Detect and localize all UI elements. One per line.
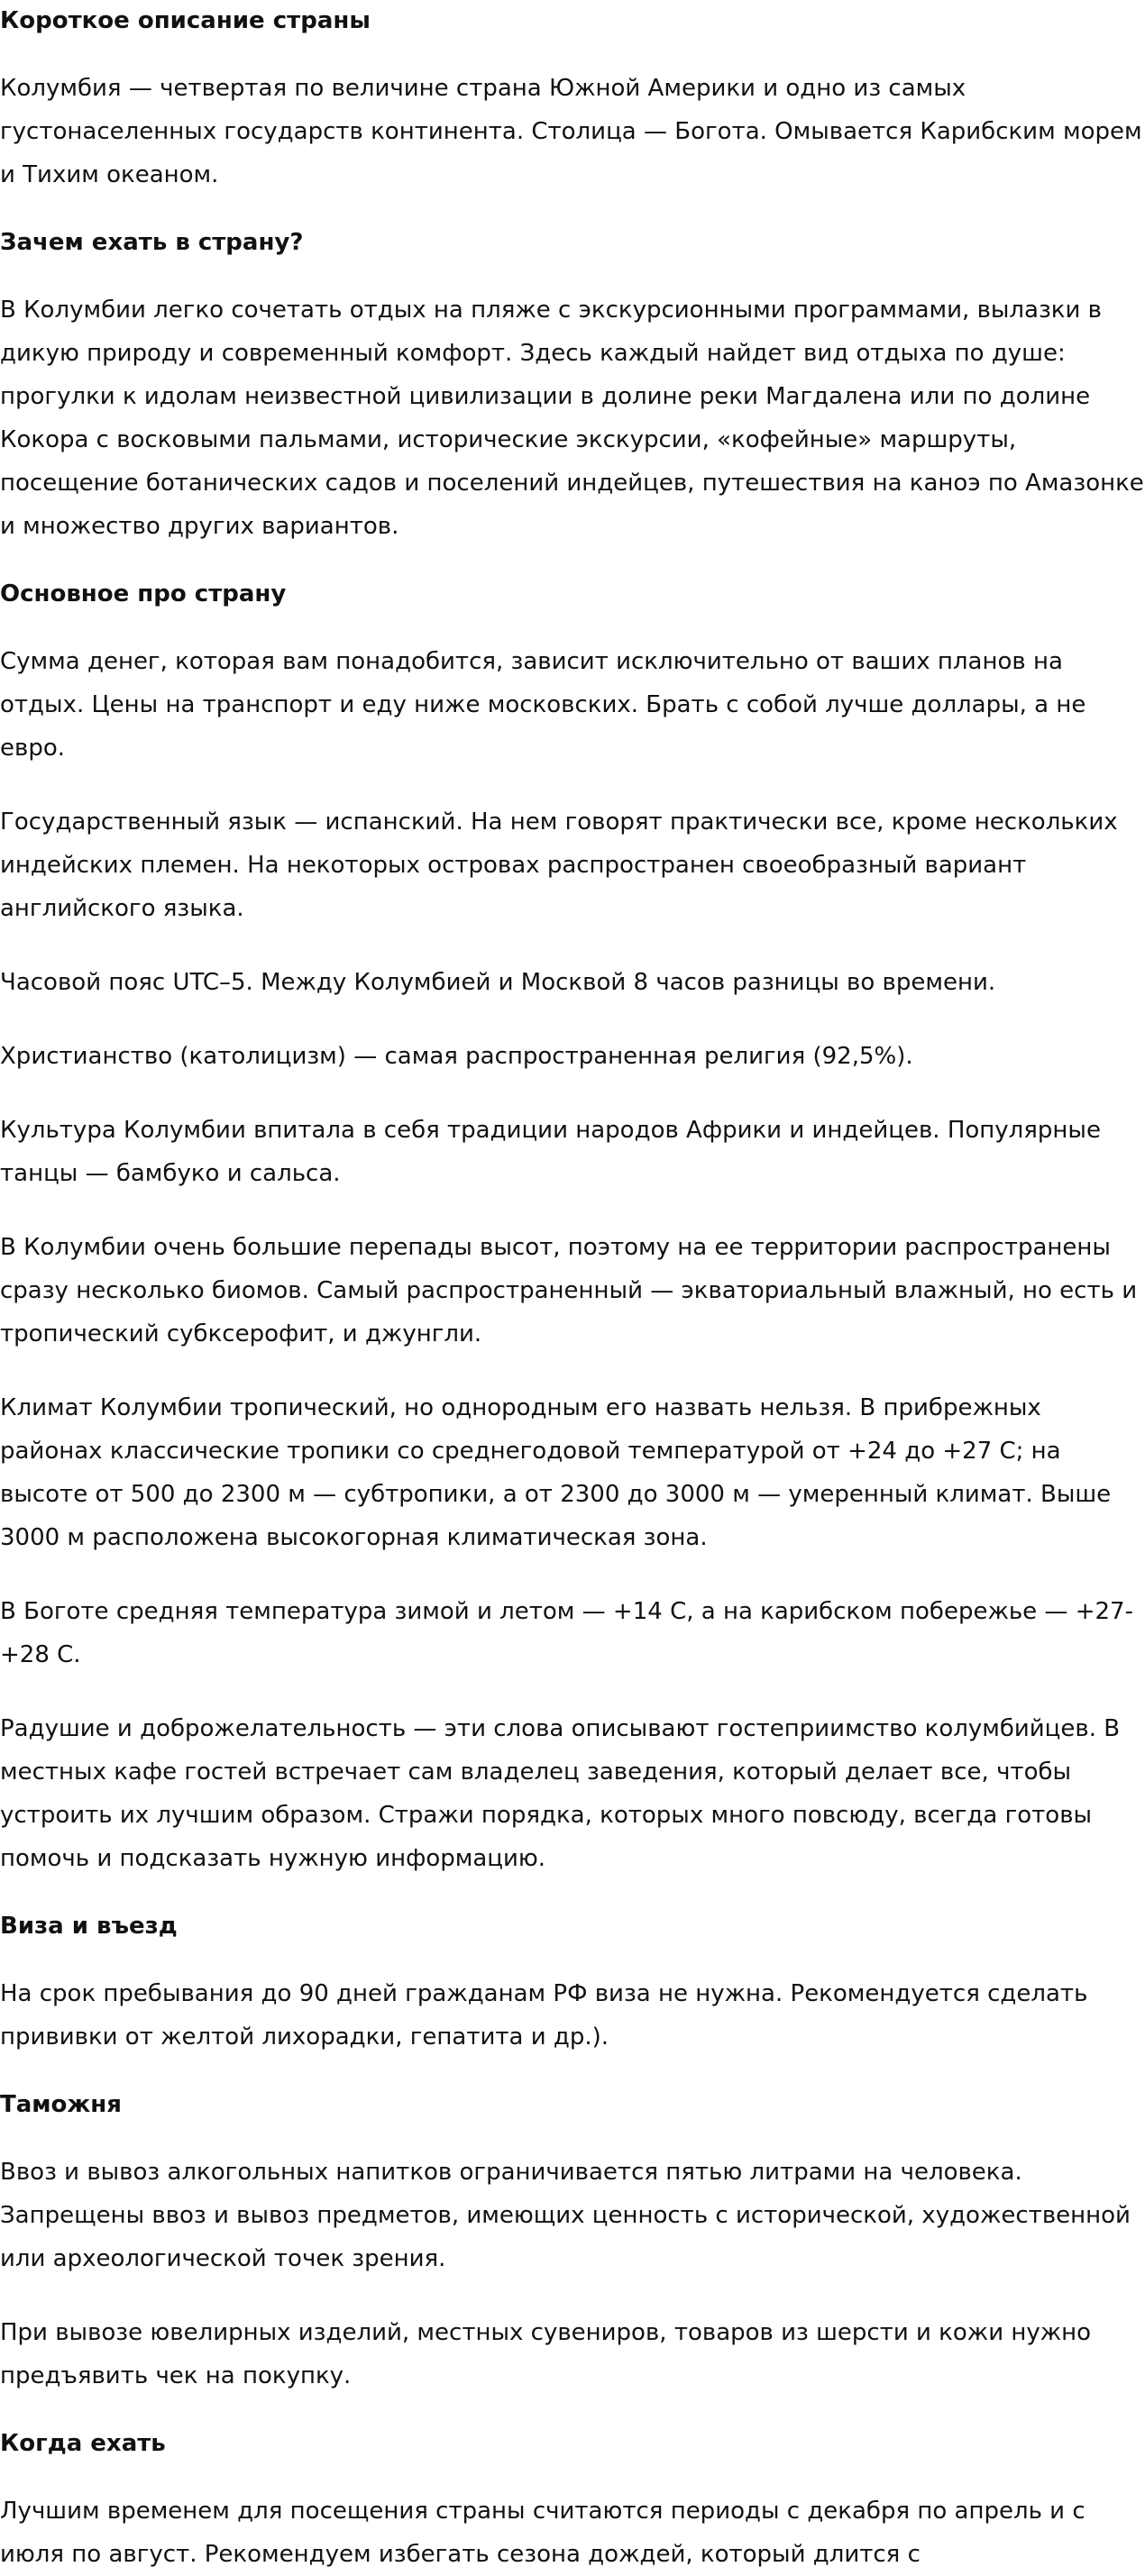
paragraph-language: Государственный язык — испанский. На нем говорят практически все, кроме нескольких индейских племен. На некоторых островах распространен своеобразный вариант английского языка.	[0, 808, 1118, 922]
section-heading-short-description: Короткое описание страны	[0, 7, 371, 34]
paragraph-money: Сумма денег, которая вам понадобится, зависит исключительно от ваших планов на отдых. Цены на транспорт и еду ниже московских. Брать с собой лучше доллары, а не евро.	[0, 648, 1086, 762]
paragraph-hospitality: Радушие и доброжелательность — эти слова описывают гостеприимство колумбийцев. В местных кафе гостей встречает сам владелец заведения, который делает все, чтобы устроить их лучшим образом. Стражи порядка, которых много повсюду, всегда готовы помочь и подсказать нужную информацию.	[0, 1715, 1121, 1872]
paragraph-culture: Культура Колумбии впитала в себя традиции народов Африки и индейцев. Популярные танцы — бамбуко и сальса.	[0, 1117, 1101, 1187]
paragraph-biomes: В Колумбии очень большие перепады высот, поэтому на ее территории распространены сразу несколько биомов. Самый распространенный — экваториальный влажный, но есть и тропический субксерофит, и джунгли.	[0, 1234, 1138, 1347]
paragraph-visa: На срок пребывания до 90 дней гражданам РФ виза не нужна. Рекомендуется сделать прививки от желтой лихорадки, гепатита и др.).	[0, 1980, 1088, 2051]
country-article	[0, 5, 1145, 2576]
section-heading-when-to-go: Когда ехать	[0, 2430, 166, 2457]
paragraph-timezone: Часовой пояс UTC–5. Между Колумбией и Москвой 8 часов разницы во времени.	[0, 969, 996, 996]
paragraph-country-overview: Колумбия — четвертая по величине страна Южной Америки и одно из самых густонаселенных государств континента. Столица — Богота. Омывается Карибским морем и Тихим океаном.	[0, 75, 1142, 188]
paragraph-climate: Климат Колумбии тропический, но однородным его назвать нельзя. В прибрежных районах классические тропики со среднегодовой температурой от +24 до +27 С; на высоте от 500 до 2300 м — субтропики, а от 2300 до 3000 м — умеренный климат. Выше 3000 м расположена высокогорная климатическая зона.	[0, 1394, 1112, 1551]
section-heading-why-go: Зачем ехать в страну?	[0, 229, 304, 256]
section-heading-customs: Таможня	[0, 2091, 122, 2118]
section-heading-basics: Основное про страну	[0, 580, 287, 607]
paragraph-temperature: В Боготе средняя температура зимой и летом — +14 С, а на карибском побережье — +27-+28 С.	[0, 1598, 1133, 1668]
paragraph-customs-receipts: При вывозе ювелирных изделий, местных сувениров, товаров из шерсти и кожи нужно предъявить чек на покупку.	[0, 2319, 1092, 2389]
paragraph-customs-alcohol: Ввоз и вывоз алкогольных напитков ограничивается пятью литрами на человека. Запрещены ввоз и вывоз предметов, имеющих ценность с исторической, художественной или археологической точек зрения.	[0, 2159, 1131, 2272]
paragraph-when-to-go: Лучшим временем для посещения страны считаются периоды с декабря по апрель и с июля по август. Рекомендуем избегать сезона дождей, который длится с	[0, 2498, 1085, 2568]
paragraph-why-go: В Колумбии легко сочетать отдых на пляже с экскурсионными программами, вылазки в дикую природу и современный комфорт. Здесь каждый найдет вид отдыха по душе: прогулки к идолам неизвестной цивилизации в долине реки Магдалена или по долине Кокора с восковыми пальмами, исторические экскурсии, «кофейные» маршруты, посещение ботанических садов и поселений индейцев, путешествия на каноэ по Амазонке и множество других вариантов.	[0, 297, 1144, 540]
section-heading-visa: Виза и въезд	[0, 1913, 178, 1940]
paragraph-religion: Христианство (католицизм) — самая распространенная религия (92,5%).	[0, 1043, 913, 1070]
